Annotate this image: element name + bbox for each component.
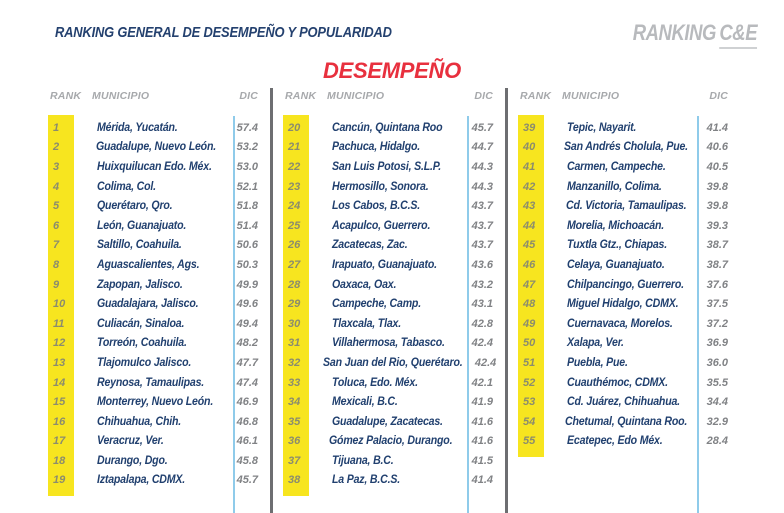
dic-cell: 53.2 [236, 141, 258, 154]
column-header-municipio: MUNICIPIO [562, 90, 620, 102]
municipio-cell: Mérida, Yucatán. [97, 121, 178, 134]
municipio-cell: Gómez Palacio, Durango. [329, 435, 453, 448]
municipio-cell: Querétaro, Qro. [97, 200, 173, 213]
rank-cell: 26 [288, 239, 301, 252]
table-row [45, 432, 280, 452]
table-row [45, 294, 280, 314]
dic-cell: 47.7 [236, 356, 258, 369]
table-row [45, 275, 280, 295]
table-row [45, 353, 280, 373]
page-title: RANKING GENERAL DE DESEMPEÑO Y POPULARIDAD [55, 24, 392, 41]
rank-cell: 28 [288, 278, 301, 291]
table-row [45, 138, 280, 158]
municipio-cell: Ecatepec, Edo Méx. [567, 435, 663, 448]
rank-cell: 37 [288, 454, 301, 467]
table-row [515, 373, 750, 393]
rank-cell: 49 [523, 317, 536, 330]
rank-cell: 36 [288, 435, 301, 448]
rank-cell: 14 [53, 376, 66, 389]
rank-cell: 35 [288, 415, 301, 428]
dic-cell: 42.1 [471, 376, 493, 389]
table-row [515, 216, 750, 236]
dic-cell: 51.4 [236, 219, 258, 232]
rank-cell: 2 [53, 141, 60, 154]
rank-cell: 4 [53, 180, 60, 193]
municipio-cell: Tijuana, B.C. [332, 454, 394, 467]
table-row [515, 138, 750, 158]
table-row [515, 334, 750, 354]
rank-cell: 29 [288, 298, 301, 311]
municipio-cell: Aguascalientes, Ags. [97, 258, 200, 271]
municipio-cell: Reynosa, Tamaulipas. [97, 376, 205, 389]
rank-cell: 52 [523, 376, 536, 389]
table-row [45, 334, 280, 354]
municipio-cell: Pachuca, Hidalgo. [332, 141, 421, 154]
rank-cell: 22 [288, 160, 301, 173]
table-row [45, 216, 280, 236]
brand-logo-ranking: RANKING [632, 20, 716, 45]
dic-cell: 41.4 [706, 121, 728, 134]
dic-cell: 39.3 [706, 219, 728, 232]
rank-cell: 30 [288, 317, 301, 330]
municipio-cell: Hermosillo, Sonora. [332, 180, 429, 193]
dic-cell: 46.8 [236, 415, 258, 428]
municipio-cell: Campeche, Camp. [332, 298, 421, 311]
table-row [280, 138, 515, 158]
municipio-cell: Zapopan, Jalisco. [97, 278, 183, 291]
rank-cell: 46 [523, 258, 536, 271]
rank-cell: 17 [53, 435, 66, 448]
municipio-cell: León, Guanajuato. [97, 219, 187, 232]
table-row [45, 157, 280, 177]
table-row [280, 255, 515, 275]
table-row [280, 373, 515, 393]
table-row [45, 177, 280, 197]
table-rows [280, 118, 515, 490]
municipio-cell: Chihuahua, Chih. [97, 415, 182, 428]
municipio-cell: Xalapa, Ver. [567, 337, 624, 350]
dic-cell: 53.0 [236, 160, 258, 173]
rank-cell: 43 [523, 200, 536, 213]
ranking-table-2 [280, 88, 515, 513]
rank-cell: 47 [523, 278, 536, 291]
municipio-cell: Chetumal, Quintana Roo. [564, 415, 687, 428]
dic-cell: 38.7 [706, 258, 728, 271]
municipio-cell: Oaxaca, Oax. [332, 278, 397, 291]
table-row [515, 412, 750, 432]
rank-cell: 16 [53, 415, 66, 428]
table-row [280, 275, 515, 295]
dic-cell: 43.7 [471, 239, 493, 252]
municipio-cell: Veracruz, Ver. [97, 435, 164, 448]
rank-cell: 12 [53, 337, 66, 350]
dic-cell: 49.6 [236, 298, 258, 311]
dic-cell: 41.5 [471, 454, 493, 467]
rank-cell: 9 [53, 278, 60, 291]
municipio-cell: Tepic, Nayarit. [567, 121, 637, 134]
column-header-rank: RANK [50, 90, 82, 102]
municipio-cell: Torreón, Coahuila. [97, 337, 187, 350]
dic-cell: 52.1 [236, 180, 258, 193]
rank-cell: 15 [53, 396, 66, 409]
table-row [515, 157, 750, 177]
table-row [515, 236, 750, 256]
dic-cell: 57.4 [236, 121, 258, 134]
column-header-municipio: MUNICIPIO [92, 90, 150, 102]
municipio-cell: Saltillo, Coahuila. [97, 239, 182, 252]
dic-cell: 35.5 [706, 376, 728, 389]
municipio-cell: Cd. Victoria, Tamaulipas. [565, 200, 686, 213]
dic-cell: 39.8 [706, 180, 728, 193]
rank-cell: 32 [288, 356, 301, 369]
dic-cell: 42.8 [471, 317, 493, 330]
table-header-row [515, 90, 750, 102]
dic-cell: 51.8 [236, 200, 258, 213]
dic-cell: 42.4 [474, 356, 497, 369]
rank-cell: 7 [53, 239, 60, 252]
dic-cell: 36.0 [706, 356, 728, 369]
dic-cell: 44.3 [471, 160, 493, 173]
dic-cell: 50.6 [236, 239, 258, 252]
dic-cell: 41.6 [471, 415, 493, 428]
dic-cell: 43.6 [471, 258, 493, 271]
municipio-cell: Miguel Hidalgo, CDMX. [567, 298, 679, 311]
dic-cell: 45.8 [236, 454, 258, 467]
table-row [515, 294, 750, 314]
rank-cell: 10 [53, 298, 66, 311]
municipio-cell: Iztapalapa, CDMX. [97, 474, 186, 487]
rank-cell: 48 [523, 298, 536, 311]
table-row [280, 177, 515, 197]
dic-cell: 41.4 [471, 474, 493, 487]
dic-cell: 45.7 [471, 121, 493, 134]
dic-cell: 40.6 [706, 141, 728, 154]
rank-cell: 13 [53, 356, 66, 369]
municipio-cell: Irapuato, Guanajuato. [332, 258, 437, 271]
ranking-table-3 [515, 88, 750, 513]
table-row [280, 471, 515, 491]
dic-cell: 41.9 [471, 396, 493, 409]
table-row [280, 157, 515, 177]
column-header-dic: DIC [239, 90, 258, 102]
dic-cell: 44.7 [471, 141, 493, 154]
rank-cell: 45 [523, 239, 536, 252]
table-row [280, 451, 515, 471]
municipio-cell: Huixquilucan Edo. Méx. [97, 160, 212, 173]
dic-cell: 50.3 [236, 258, 258, 271]
dic-cell: 38.7 [706, 239, 728, 252]
municipio-cell: Monterrey, Nuevo León. [97, 396, 214, 409]
rank-cell: 42 [523, 180, 536, 193]
column-header-rank: RANK [285, 90, 317, 102]
dic-cell: 37.5 [706, 298, 728, 311]
rank-cell: 5 [53, 200, 60, 213]
municipio-cell: Villahermosa, Tabasco. [332, 337, 445, 350]
rank-cell: 27 [288, 258, 301, 271]
rank-cell: 18 [53, 454, 66, 467]
rank-cell: 41 [523, 160, 536, 173]
rank-cell: 20 [288, 121, 301, 134]
section-title: DESEMPEÑO [323, 58, 461, 83]
dic-cell: 44.3 [471, 180, 493, 193]
column-header-dic: DIC [709, 90, 728, 102]
table-rows [515, 118, 750, 451]
rank-cell: 31 [288, 337, 301, 350]
municipio-cell: Guadalajara, Jalisco. [97, 298, 199, 311]
municipio-cell: Cancún, Quintana Roo [332, 121, 443, 134]
table-header-row [280, 90, 515, 102]
table-row [515, 314, 750, 334]
rank-cell: 21 [288, 141, 301, 154]
table-row [515, 353, 750, 373]
table-row [280, 314, 515, 334]
municipio-cell: Tlajomulco Jalisco. [97, 356, 192, 369]
municipio-cell: San Andrés Cholula, Pue. [564, 141, 688, 154]
dic-cell: 40.5 [706, 160, 728, 173]
municipio-cell: Los Cabos, B.C.S. [332, 200, 421, 213]
dic-cell: 43.7 [471, 219, 493, 232]
table-row [280, 294, 515, 314]
municipio-cell: Guadalupe, Nuevo León. [95, 141, 216, 154]
rank-cell: 53 [523, 396, 536, 409]
table-row [280, 236, 515, 256]
table-row [45, 118, 280, 138]
dic-cell: 34.4 [706, 396, 728, 409]
dic-cell: 47.4 [236, 376, 258, 389]
rank-cell: 51 [523, 356, 536, 369]
municipio-cell: Culiacán, Sinaloa. [97, 317, 185, 330]
rank-cell: 8 [53, 258, 60, 271]
dic-cell: 48.2 [236, 337, 258, 350]
municipio-cell: Durango, Dgo. [97, 454, 168, 467]
column-header-municipio: MUNICIPIO [327, 90, 385, 102]
rank-cell: 38 [288, 474, 301, 487]
municipio-cell: Toluca, Edo. Méx. [332, 376, 418, 389]
table-row [515, 255, 750, 275]
table-row [515, 432, 750, 452]
municipio-cell: Carmen, Campeche. [567, 160, 666, 173]
rank-cell: 25 [288, 219, 301, 232]
logo-underline [719, 47, 757, 49]
dic-cell: 37.6 [706, 278, 728, 291]
rank-cell: 24 [288, 200, 301, 213]
dic-cell: 28.4 [706, 435, 728, 448]
dic-cell: 32.9 [706, 415, 728, 428]
dic-cell: 46.1 [236, 435, 258, 448]
brand-logo [633, 20, 757, 46]
dic-cell: 43.1 [471, 298, 493, 311]
brand-logo-ce [719, 20, 757, 46]
dic-cell: 43.2 [471, 278, 493, 291]
table-row [280, 353, 515, 373]
table-row [515, 275, 750, 295]
table-row [280, 216, 515, 236]
rank-cell: 6 [53, 219, 60, 232]
rank-cell: 1 [53, 121, 60, 134]
table-row [45, 196, 280, 216]
table-row [45, 392, 280, 412]
dic-cell: 41.6 [471, 435, 493, 448]
table-row [280, 196, 515, 216]
ranking-table-1 [45, 88, 280, 513]
municipio-cell: Cd. Juárez, Chihuahua. [567, 396, 680, 409]
dic-cell: 46.9 [236, 396, 258, 409]
table-row [280, 334, 515, 354]
municipio-cell: Tlaxcala, Tlax. [332, 317, 401, 330]
municipio-cell: Guadalupe, Zacatecas. [332, 415, 443, 428]
municipio-cell: Chilpancingo, Guerrero. [566, 278, 684, 291]
municipio-cell: Puebla, Pue. [567, 356, 628, 369]
rank-cell: 50 [523, 337, 536, 350]
municipio-cell: La Paz, B.C.S. [332, 474, 400, 487]
table-row [45, 412, 280, 432]
dic-cell: 39.8 [706, 200, 728, 213]
rank-cell: 19 [53, 474, 66, 487]
municipio-cell: San Juan del Rio, Querétaro. [323, 356, 463, 369]
column-header-dic: DIC [474, 90, 493, 102]
rank-cell: 54 [523, 415, 536, 428]
dic-cell: 36.9 [706, 337, 728, 350]
table-row [45, 314, 280, 334]
rank-cell: 23 [288, 180, 301, 193]
table-row [515, 118, 750, 138]
dic-cell: 49.4 [236, 317, 258, 330]
dic-cell: 37.2 [706, 317, 728, 330]
table-row [45, 373, 280, 393]
table-row [45, 471, 280, 491]
table-header-row [45, 90, 280, 102]
municipio-cell: Mexicali, B.C. [332, 396, 398, 409]
municipio-cell: Colima, Col. [97, 180, 156, 193]
rank-cell: 55 [523, 435, 536, 448]
municipio-cell: Morelia, Michoacán. [567, 219, 665, 232]
municipio-cell: Cuauthémoc, CDMX. [567, 376, 668, 389]
dic-cell: 43.7 [471, 200, 493, 213]
dic-cell: 45.7 [236, 474, 258, 487]
table-row [45, 255, 280, 275]
table-row [515, 196, 750, 216]
municipio-cell: Cuernavaca, Morelos. [567, 317, 673, 330]
table-row [280, 118, 515, 138]
rank-cell: 11 [53, 317, 65, 330]
table-row [45, 451, 280, 471]
municipio-cell: San Luis Potosi, S.L.P. [332, 160, 442, 173]
brand-logo-ce-text: C&E [719, 20, 757, 45]
dic-cell: 42.4 [471, 337, 493, 350]
table-row [515, 177, 750, 197]
table-row [280, 392, 515, 412]
rank-cell: 39 [523, 121, 536, 134]
municipio-cell: Tuxtla Gtz., Chiapas. [567, 239, 668, 252]
rank-cell: 40 [523, 141, 536, 154]
table-row [45, 236, 280, 256]
rank-cell: 44 [523, 219, 536, 232]
table-row [280, 432, 515, 452]
municipio-cell: Manzanillo, Colima. [567, 180, 662, 193]
rank-cell: 33 [288, 376, 301, 389]
column-header-rank: RANK [520, 90, 552, 102]
table-row [515, 392, 750, 412]
rank-cell: 34 [288, 396, 301, 409]
rank-cell: 3 [53, 160, 60, 173]
table-row [280, 412, 515, 432]
table-rows [45, 118, 280, 490]
dic-cell: 49.9 [236, 278, 258, 291]
municipio-cell: Celaya, Guanajuato. [567, 258, 665, 271]
municipio-cell: Zacatecas, Zac. [332, 239, 408, 252]
municipio-cell: Acapulco, Guerrero. [332, 219, 431, 232]
